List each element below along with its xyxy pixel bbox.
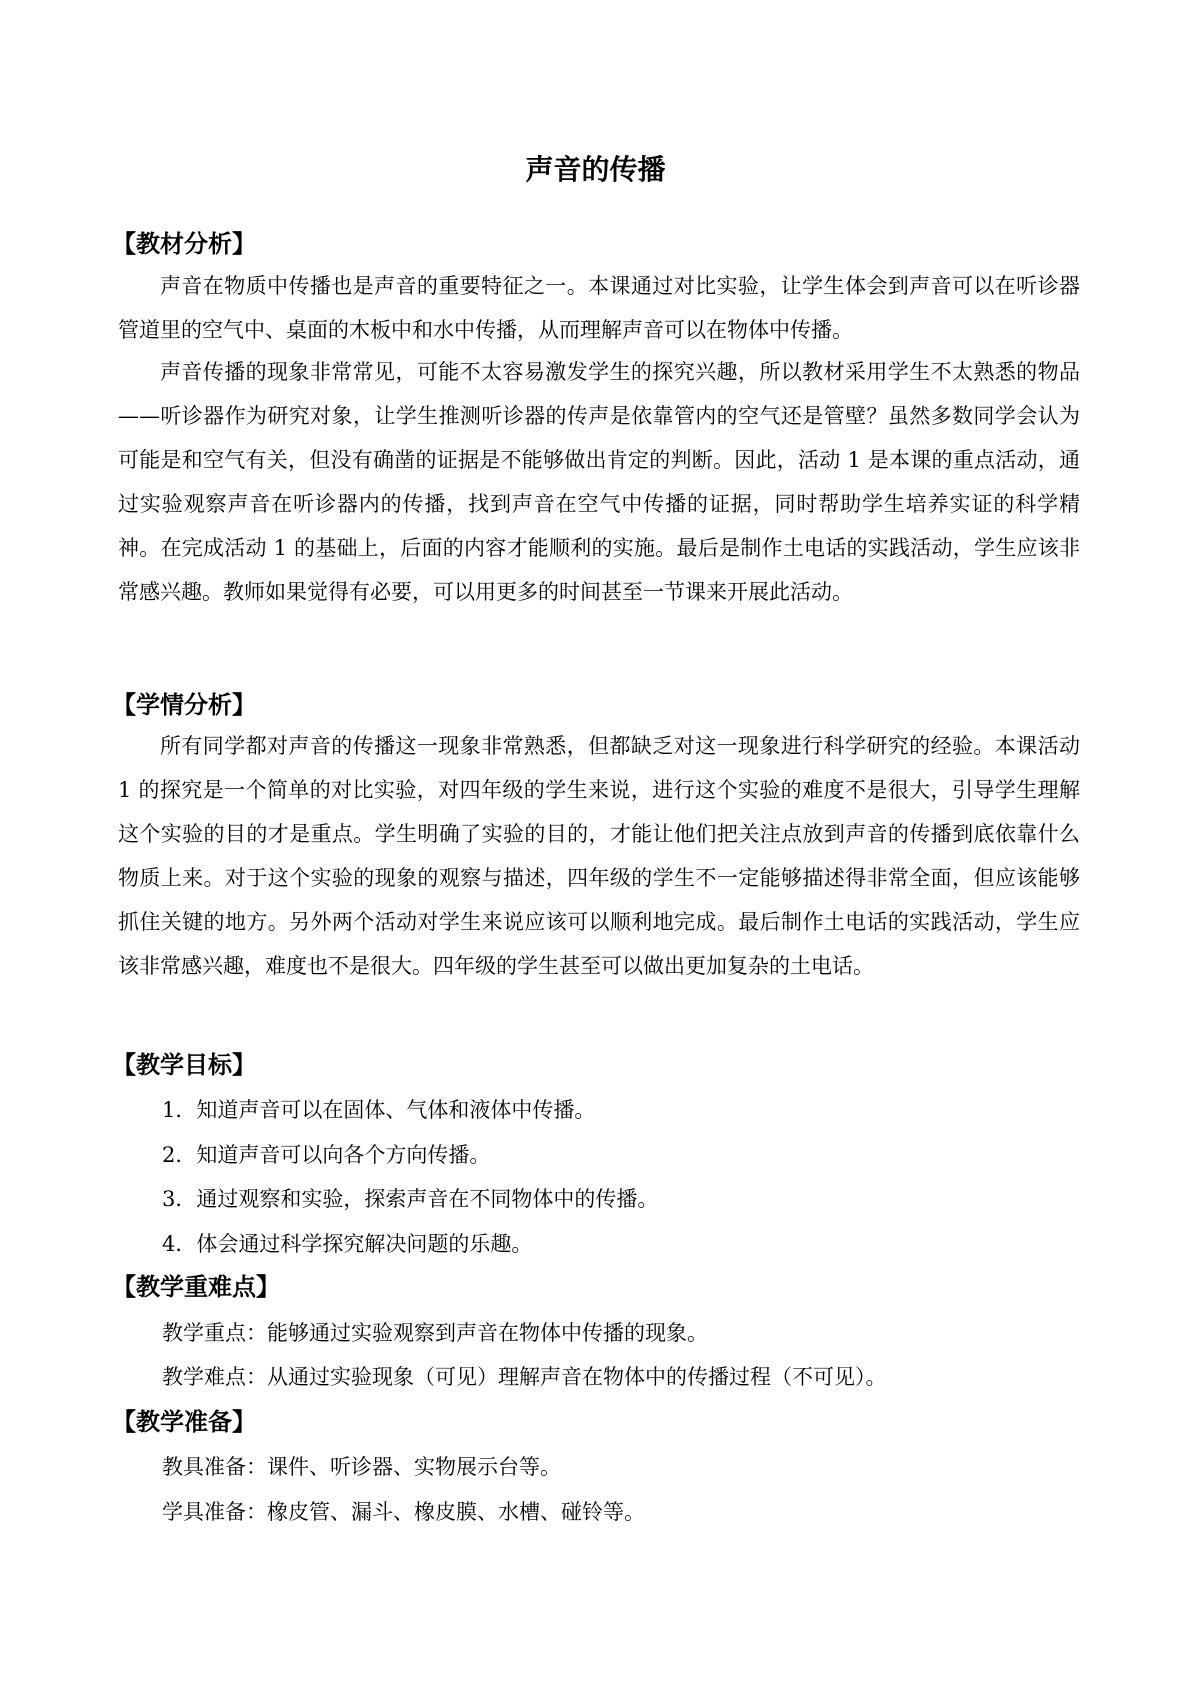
document-title: 声音的传播 bbox=[525, 153, 666, 186]
paragraph-student-analysis-1: 所有同学都对声音的传播这一现象非常熟悉，但都缺乏对这一现象进行科学研究的经验。本课活动 1 的探究是一个简单的对比实验，对四年级的学生来说，进行这个实验的难度不是很大，引导学生理解这个实验的目的才是重点。学生明确了实验的目的，才能让他们把关注点放到声音的传播到底依靠什么物质上来。对于这个实验的现象的观察与描述，四年级的学生不一定能够描述得非常全面，但应该能够抓住关键的地方。另外两个活动对学生来说应该可以顺利地完成。最后制作土电话的实践活动，学生应该非常感兴趣，难度也不是很大。四年级的学生甚至可以做出更加复杂的土电话。 bbox=[118, 734, 1080, 978]
paragraph-textbook-analysis-2: 声音传播的现象非常常见，可能不太容易激发学生的探究兴趣，所以教材采用学生不太熟悉的物品——听诊器作为研究对象，让学生推测听诊器的传声是依靠管内的空气还是管壁？虽然多数同学会认为可能是和空气有关，但没有确凿的证据是不能够做出肯定的判断。因此，活动 1 是本课的重点活动，通过实验观察声音在听诊器内的传播，找到声音在空气中传播的证据，同时帮助学生培养实证的科学精神。在完成活动 1 的基础上，后面的内容才能顺利的实施。最后是制作土电话的实践活动，学生应该非常感兴趣。教师如果觉得有必要，可以用更多的时间甚至一节课来开展此活动。 bbox=[118, 360, 1080, 604]
teaching-goal-item-2: 2．知道声音可以向各个方向传播。 bbox=[162, 1143, 491, 1167]
key-point-item-2: 教学难点：从通过实验现象（可见）理解声音在物体中的传播过程（不可见）。 bbox=[162, 1365, 887, 1389]
teaching-goal-item-4: 4．体会通过科学探究解决问题的乐趣。 bbox=[162, 1232, 533, 1256]
section-heading-textbook-analysis: 【教材分析】 bbox=[112, 229, 256, 258]
key-point-item-1: 教学重点：能够通过实验观察到声音在物体中传播的现象。 bbox=[162, 1321, 708, 1345]
teaching-goal-item-3: 3．通过观察和实验，探索声音在不同物体中的传播。 bbox=[162, 1187, 659, 1211]
section-heading-teaching-goals: 【教学目标】 bbox=[112, 1050, 256, 1079]
section-heading-preparation: 【教学准备】 bbox=[112, 1407, 256, 1436]
section-heading-student-analysis: 【学情分析】 bbox=[112, 690, 256, 719]
teaching-goal-item-1: 1．知道声音可以在固体、气体和液体中传播。 bbox=[162, 1098, 596, 1122]
preparation-item-2: 学具准备：橡皮管、漏斗、橡皮膜、水槽、碰铃等。 bbox=[162, 1500, 645, 1524]
preparation-item-1: 教具准备：课件、听诊器、实物展示台等。 bbox=[162, 1455, 561, 1479]
section-heading-key-points: 【教学重难点】 bbox=[112, 1272, 280, 1301]
paragraph-textbook-analysis-1: 声音在物质中传播也是声音的重要特征之一。本课通过对比实验，让学生体会到声音可以在听诊器管道里的空气中、桌面的木板中和水中传播，从而理解声音可以在物体中传播。 bbox=[118, 274, 1080, 342]
